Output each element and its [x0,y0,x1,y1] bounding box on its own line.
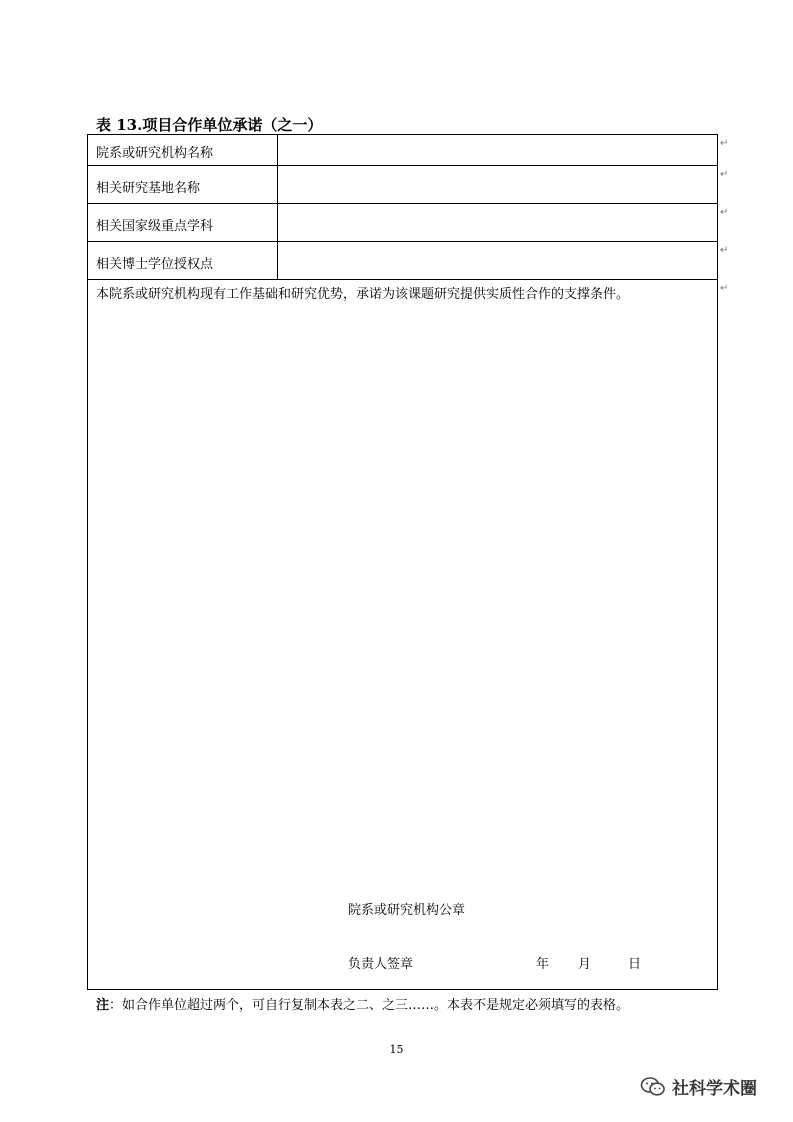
field-doctoral-program[interactable] [277,242,717,279]
date-year-label: 年 [536,957,550,972]
commitment-text: 本院系或研究机构现有工作基础和研究优势，承诺为该课题研究提供实质性合作的支撑条件。 [96,287,630,302]
field-research-base[interactable] [277,166,717,203]
table-row [88,204,717,242]
signature-label: 负责人签章 [348,957,414,972]
date-day-label: 日 [628,957,642,972]
footnote [96,994,629,1013]
watermark [640,1074,757,1099]
commitment-table [87,134,718,990]
row-label-doctoral-program: 相关博士学位授权点 [96,257,214,272]
table-row [88,135,717,166]
row-label-research-base: 相关研究基地名称 [96,181,201,196]
paragraph-mark-icon: ↵ [720,138,729,149]
footnote-prefix: 注 [96,998,110,1013]
paragraph-mark-icon: ↵ [720,207,729,218]
paragraph-mark-icon: ↵ [720,245,729,256]
table-title: 表 13.项目合作单位承诺（之一） [96,116,323,134]
date-month-label: 月 [578,957,592,972]
field-key-discipline[interactable] [277,204,717,241]
page-number: 15 [389,1043,404,1056]
paragraph-mark-icon: ↵ [720,283,729,294]
table-row [88,242,717,280]
paragraph-mark-icon: ↵ [720,169,729,180]
seal-label: 院系或研究机构公章 [348,903,466,918]
footnote-text: ：如合作单位超过两个，可自行复制本表之二、之三……。本表不是规定必须填写的表格。 [109,998,630,1013]
row-label-institution-name: 院系或研究机构名称 [96,146,214,161]
wechat-icon [640,1076,666,1098]
field-institution-name[interactable] [277,135,717,165]
table-row [88,166,717,204]
watermark-text: 社科学术圈 [672,1079,757,1099]
row-label-key-discipline: 相关国家级重点学科 [96,219,214,234]
